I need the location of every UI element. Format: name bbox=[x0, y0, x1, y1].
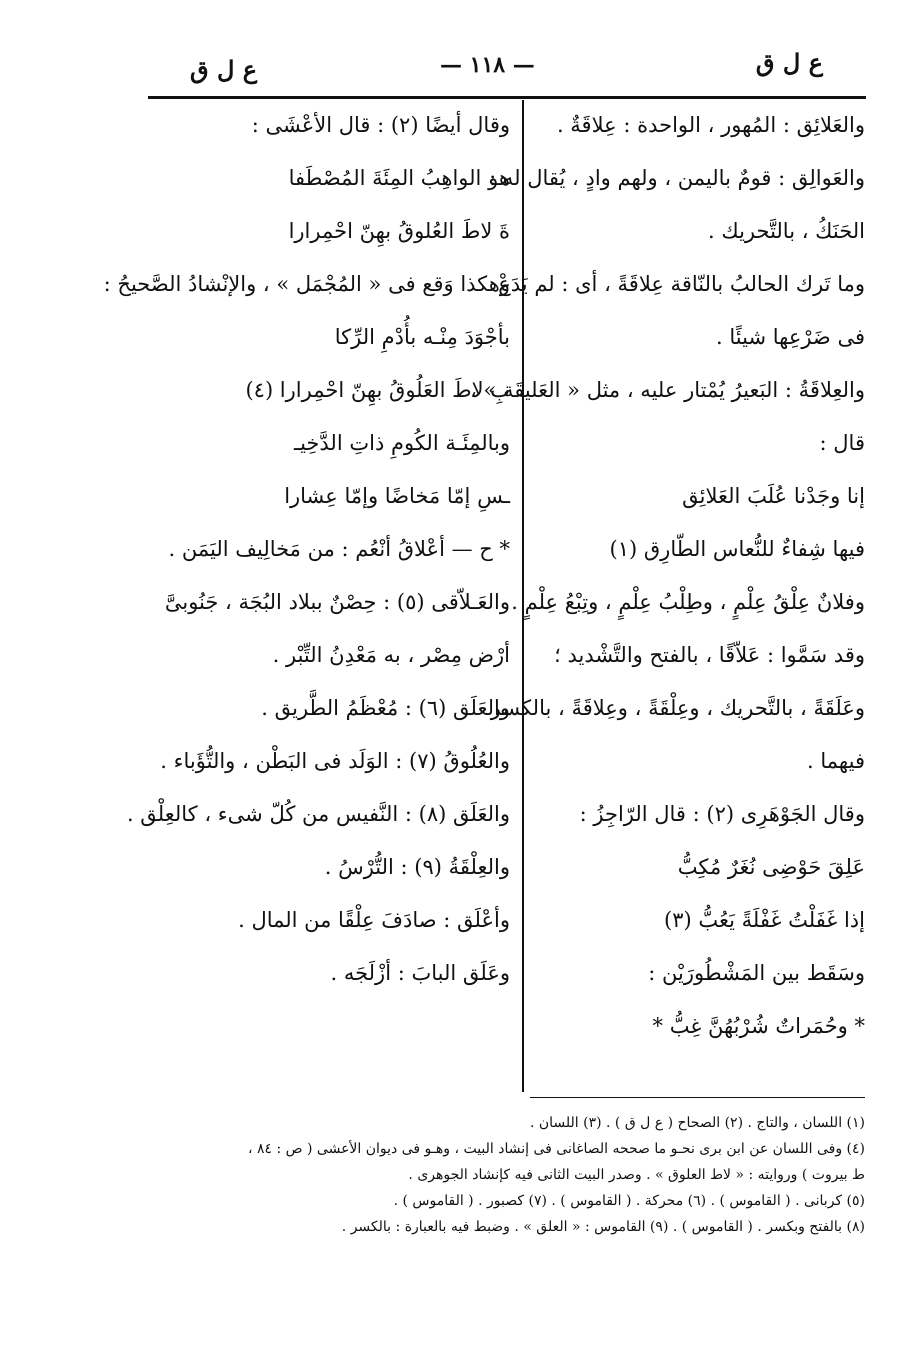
text-line: وقال الجَوْهَرِى (٢) : قال الرّاجِزُ : bbox=[579, 802, 865, 826]
verse-line: ـسِ إمّا مَخاضًا وإمّا عِشارا bbox=[284, 484, 510, 508]
text-line: أرْض مِصْر ، به مَعْدِنُ التِّبْر . bbox=[272, 643, 510, 667]
text-line: الحَنَكُ ، بالتَّحريك . bbox=[708, 219, 865, 243]
text-line: فى ضَرْعِها شيئًا . bbox=[716, 325, 865, 349]
text-line: والعَـلاّقى (٥) : حِصْنٌ ببلاد البُجَة ، جَنُوبىَّ bbox=[164, 590, 510, 614]
text-line: قال : bbox=[819, 431, 865, 455]
text-line: وعَلَقَةً ، بالتَّحريك ، وعِلْقَةً ، وعِلاقَةً ، بالكسر bbox=[490, 696, 865, 720]
footnote-line: (٨) بالفتح وبكسر . ( القاموس ) . (٩) القاموس : « العلق » . وضبط فيه بالعبارة : بالكسر . bbox=[341, 1219, 865, 1235]
page-header bbox=[0, 0, 918, 100]
verse-line: هو الواهِبُ المِئَةَ المُصْطَفا bbox=[288, 166, 510, 190]
text-line: وقال أيضًا (٢) : قال الأعْشَى : bbox=[251, 113, 510, 137]
footnote-line: ط بيروت ) وروايته : « لاط العلوق » . وصدر البيت الثانى فيه كإنشاد الجوهرى . bbox=[408, 1167, 865, 1183]
verse-line: بِ لاطَ العَلُوقُ بهِنّ احْمِرارا (٤) bbox=[245, 378, 510, 402]
left-column bbox=[103, 108, 510, 991]
verse-line: عَلِقَ حَوْضِى نُغَرٌ مُكِبُّ bbox=[677, 855, 865, 879]
footnote-rule bbox=[530, 1097, 865, 1098]
footnote-line: (٤) وفى اللسان عن ابن برى نحـو ما صححه الصاغانى فى إنشاد البيت ، وهـو فى ديوان الأعشى ( ص : ٨٤ ، bbox=[248, 1141, 865, 1157]
text-line: وفلانٌ عِلْقُ عِلْمٍ ، وطِلْبُ عِلْمٍ ، وتِبْعُ عِلْمٍ . bbox=[511, 590, 865, 614]
text-line: والعُلُوقُ (٧) : الوَلَد فى البَطْن ، والتُّؤَباء . bbox=[160, 749, 510, 773]
text-line: وعَلَق البابَ : أزْلَجَه . bbox=[330, 961, 510, 985]
verse-line: بأجْوَدَ مِنْـه بأُدْمِ الرِّكا bbox=[334, 325, 510, 349]
footnote-line: (٥) كربانى . ( القاموس ) . (٦) محركة . ( القاموس ) . (٧) كصبور . ( القاموس ) . bbox=[393, 1193, 865, 1209]
header-root-right: ع ل ق bbox=[755, 48, 823, 77]
header-rule bbox=[148, 96, 866, 99]
verse-line: فيها شِفاءٌ للنُّعاس الطّارِق (١) bbox=[609, 537, 865, 561]
right-column bbox=[469, 108, 865, 1044]
verse-line: * وحُمَراتٌ شُرْبُهُنَّ غِبُّ * bbox=[652, 1014, 865, 1038]
text-line: والعَلَق (٨) : النَّفيس من كُلّ شىء ، كالعِلْق . bbox=[126, 802, 510, 826]
header-root-left: ع ل ق bbox=[190, 55, 258, 84]
text-line: فيهما . bbox=[807, 749, 865, 773]
text-line: والعِلاقَةُ : البَعيرُ يُمْتار عليه ، مثل « العَليقَة » ، bbox=[469, 378, 865, 402]
verse-line: إذا غَفَلْتُ غَفْلَةً يَعُبُّ (٣) bbox=[664, 908, 865, 932]
text-line: والعَلَق (٦) : مُعْظَمُ الطَّريق . bbox=[261, 696, 510, 720]
footnote-line: (١) اللسان ، والتاج . (٢) الصحاح ( ع ل ق ) . (٣) اللسان . bbox=[529, 1115, 865, 1131]
text-line: والعَوالِق : قومٌ باليمن ، ولهم وادٍ ، يُقال له : bbox=[489, 166, 865, 190]
verse-line: ةَ لاطَ العُلوقُ بهِنّ احْمِرارا bbox=[288, 219, 510, 243]
footnotes bbox=[150, 1110, 865, 1240]
text-line: وقد سَمَّوا : عَلاّقًا ، بالفتح والتَّشْديد ؛ bbox=[554, 643, 865, 667]
text-line: وهكذا وَقع فى « المُجْمَل » ، والإنْشادُ الصَّحيحُ : bbox=[103, 272, 510, 296]
verse-line: وبالمِئَـة الكُومِ ذاتِ الدَّخِيـ bbox=[293, 431, 510, 455]
text-line: * ح — أعْلاقُ أنْعُم : من مَخالِيف اليَمَن . bbox=[168, 537, 510, 561]
text-line: وسَقَط بين المَشْطُورَيْن : bbox=[648, 961, 865, 985]
text-line: وأعْلَق : صادَفَ عِلْقًا من المال . bbox=[238, 908, 510, 932]
verse-line: إنا وجَدْنا عُلَبَ العَلائِق bbox=[682, 484, 865, 508]
text-line: والعَلائِق : المُهور ، الواحدة : عِلاقَةٌ . bbox=[556, 113, 865, 137]
page-number: — ١١٨ — bbox=[440, 52, 535, 78]
text-line: والعِلْقَةُ (٩) : التُّرْسُ . bbox=[324, 855, 510, 879]
text-line: وما تَرك الحالبُ بالنّاقة عِلاقَةً ، أى : لم يَدَعْ bbox=[498, 272, 865, 296]
